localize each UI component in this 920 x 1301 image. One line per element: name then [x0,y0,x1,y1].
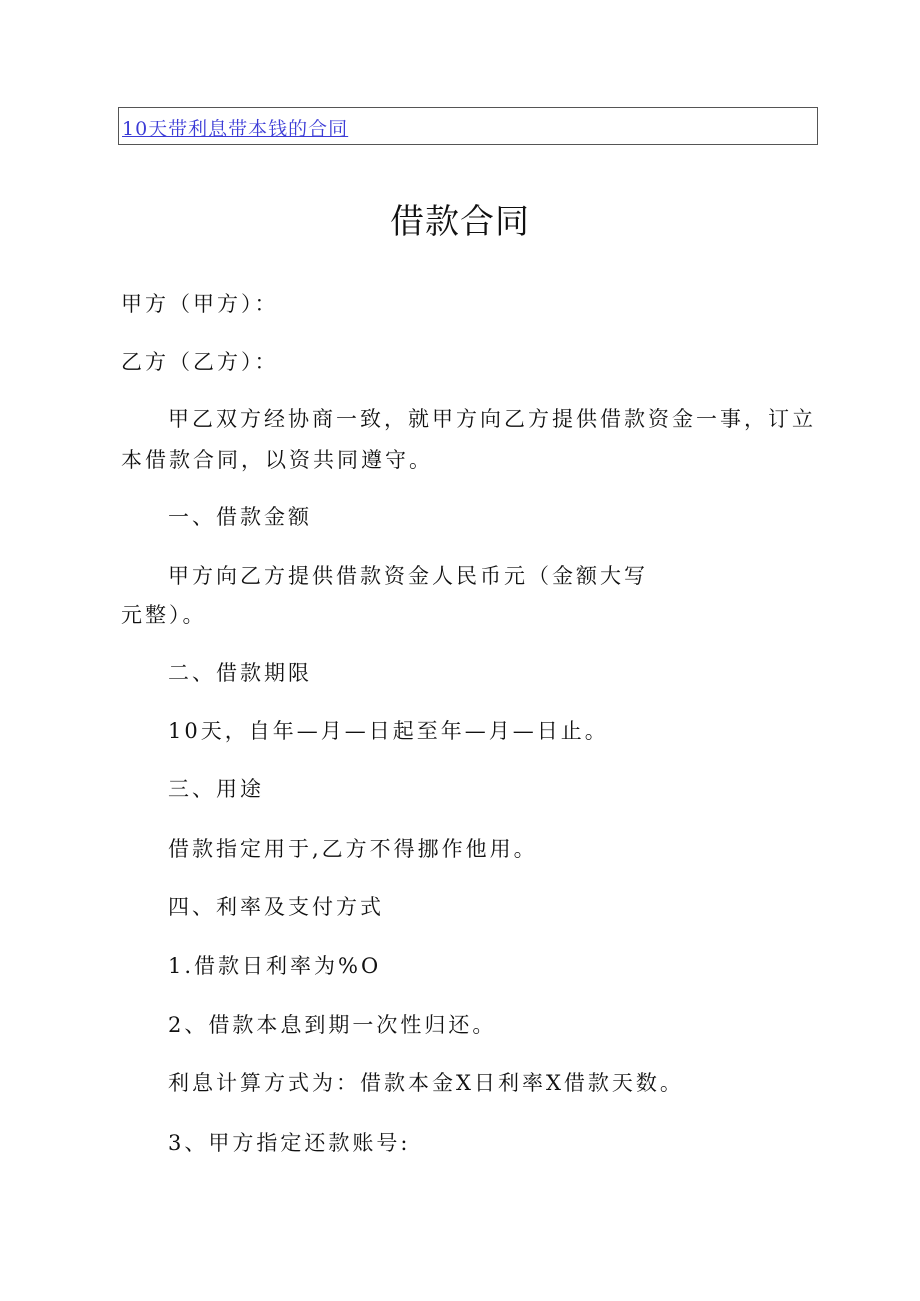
section-4-heading: 四、利率及支付方式 [168,895,384,919]
document-link[interactable]: 10天带利息带本钱的合同 [122,118,349,140]
party-b-line: 乙方（乙方）： [121,350,279,374]
section-1-line-2: 元整）。 [121,603,207,627]
section-4-item-3: 3、甲方指定还款账号: [168,1131,411,1155]
section-3-text: 借款指定用于,乙方不得挪作他用。 [168,837,538,861]
party-a-line: 甲方（甲方）： [121,292,279,316]
document-link-box [118,107,818,145]
section-4-item-2: 2、借款本息到期一次性归还。 [168,1013,497,1037]
section-2-heading: 二、借款期限 [168,661,312,685]
preamble-line-1: 甲乙双方经协商一致，就甲方向乙方提供借款资金一事，订立 [168,407,816,431]
preamble-line-2: 本借款合同，以资共同遵守。 [121,448,433,472]
section-4-item-1: 1.借款日利率为%O [168,954,382,978]
section-3-heading: 三、用途 [168,777,264,801]
document-title: 借款合同 [390,202,530,242]
section-4-formula: 利息计算方式为：借款本金X日利率X借款天数。 [168,1071,684,1095]
section-1-line-1: 甲方向乙方提供借款资金人民币元（金额大写 [168,564,648,588]
section-1-heading: 一、借款金额 [168,505,312,529]
section-2-text: 10天，自年—月—日起至年—月—日止。 [168,719,609,743]
